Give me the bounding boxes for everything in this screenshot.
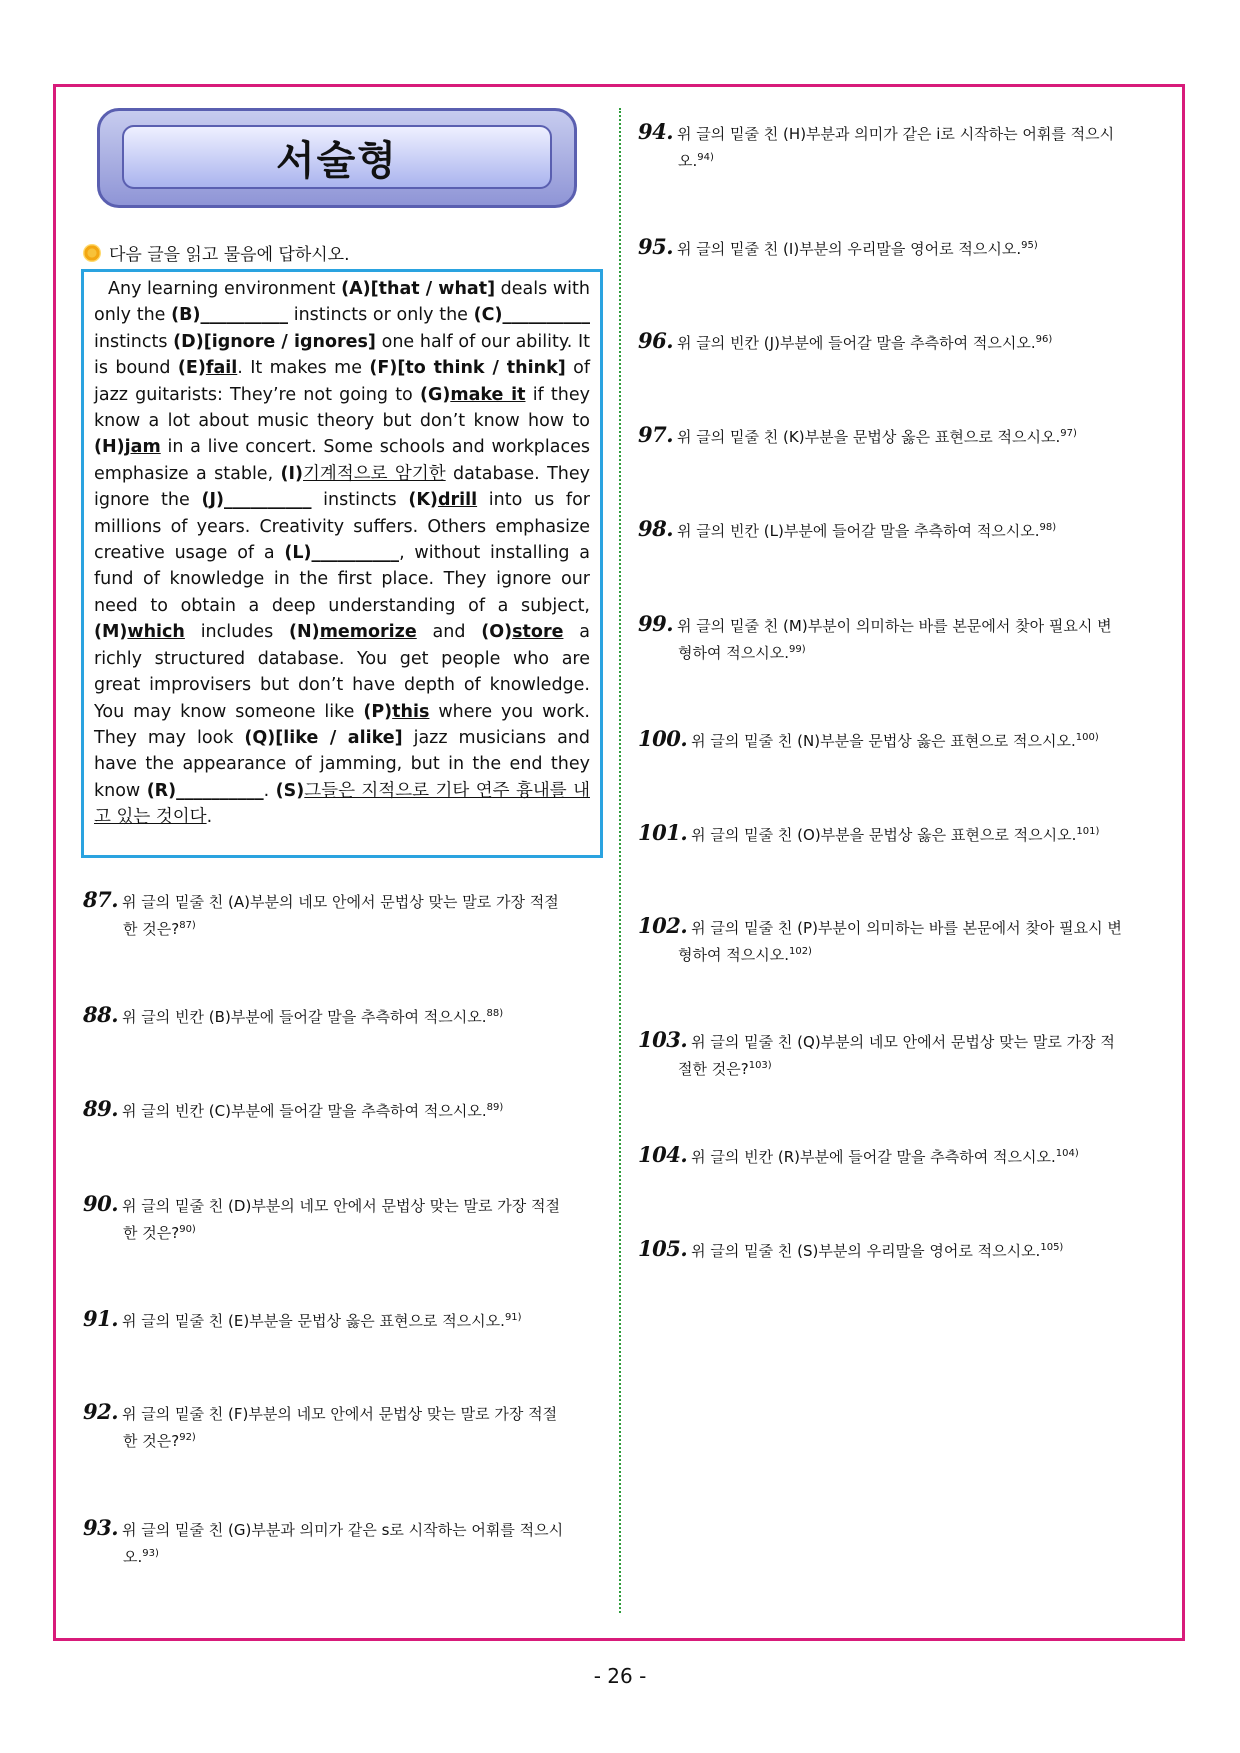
passage-segment: . It makes me — [237, 358, 370, 379]
question-text-continued-part: 오. — [678, 152, 698, 170]
footnote-ref: 91) — [504, 1312, 522, 1323]
column-divider — [619, 108, 621, 1613]
question-item — [83, 888, 607, 941]
question-text: 위 글의 밑줄 친 (M)부분이 의미하는 바를 본문에서 찾아 필요시 변 — [677, 617, 1112, 635]
passage-segment: (H) — [94, 437, 125, 458]
footnote-ref: 102) — [788, 946, 812, 957]
question-text-continued — [638, 638, 1166, 665]
question-number: 101. — [638, 820, 688, 845]
question-item — [638, 328, 1166, 355]
question-text: 위 글의 빈칸 (R)부분에 들어갈 말을 추측하여 적으시오. — [691, 1148, 1056, 1166]
footnote-ref: 100) — [1075, 732, 1099, 743]
footnote-ref: 103) — [748, 1060, 772, 1071]
question-text: 위 글의 밑줄 친 (D)부분의 네모 안에서 문법상 맞는 말로 가장 적절 — [122, 1197, 561, 1215]
question-text: 위 글의 밑줄 친 (P)부분이 의미하는 바를 본문에서 찾아 필요시 변 — [691, 919, 1122, 937]
passage-segment: . — [263, 780, 276, 801]
reading-passage — [81, 269, 603, 858]
passage-segment: which — [127, 622, 185, 643]
passage-segment: (M) — [94, 622, 128, 643]
passage-segment: (S) — [275, 780, 305, 801]
question-item — [638, 120, 1166, 173]
footnote-ref: 88) — [486, 1008, 504, 1019]
passage-segment: (A)[that / what] — [341, 279, 496, 299]
passage-segment: (J)__________ — [201, 490, 312, 511]
question-number: 90. — [83, 1191, 119, 1216]
passage-segment: database. They ignore the — [94, 463, 590, 511]
question-text-continued-part: 절한 것은? — [678, 1060, 749, 1078]
question-text: 위 글의 빈칸 (B)부분에 들어갈 말을 추측하여 적으시오. — [122, 1008, 487, 1026]
passage-segment: drill — [437, 490, 478, 511]
question-text-continued — [638, 146, 1166, 173]
passage-segment: (N) — [289, 622, 320, 643]
question-text: 위 글의 밑줄 친 (Q)부분의 네모 안에서 문법상 맞는 말로 가장 적 — [691, 1033, 1115, 1051]
question-text: 위 글의 밑줄 친 (H)부분과 의미가 같은 i로 시작하는 어휘를 적으시 — [677, 125, 1115, 143]
question-number: 97. — [638, 422, 674, 447]
question-text: 위 글의 밑줄 친 (I)부분의 우리말을 영어로 적으시오. — [677, 240, 1022, 258]
question-item — [638, 1236, 1166, 1263]
question-text: 위 글의 빈칸 (C)부분에 들어갈 말을 추측하여 적으시오. — [122, 1102, 487, 1120]
passage-segment: memorize — [319, 622, 417, 643]
footnote-ref: 98) — [1039, 522, 1057, 533]
question-text: 위 글의 밑줄 친 (F)부분의 네모 안에서 문법상 맞는 말로 가장 적절 — [122, 1405, 558, 1423]
passage-segment: (G) — [419, 384, 451, 405]
passage-segment: , without installing a fund of knowledge in the first place. They ignore our need to obtain a deep understanding of a subject, — [94, 543, 590, 616]
question-item — [83, 1002, 607, 1029]
passage-segment: a richly structured database. You get people who are great improvisers but don’t have depth of knowledge. You may know someone like — [94, 622, 590, 722]
passage-segment: (F)[to think / think] — [369, 358, 566, 379]
footnote-ref: 87) — [179, 920, 196, 931]
question-number: 100. — [638, 726, 688, 751]
question-number: 93. — [83, 1515, 119, 1540]
question-number: 95. — [638, 234, 674, 259]
question-item — [638, 516, 1166, 543]
question-item — [638, 422, 1166, 449]
question-text-continued-part: 형하여 적으시오. — [678, 644, 789, 662]
question-item — [638, 726, 1166, 753]
passage-segment: (O) — [481, 622, 513, 643]
passage-segment: . — [206, 807, 213, 828]
question-text-continued — [83, 914, 607, 941]
question-item — [83, 1096, 607, 1123]
passage-segment: of jazz guitarists: They’re not going to — [94, 358, 590, 405]
footnote-ref: 90) — [179, 1224, 196, 1235]
section-title: 서술형 — [276, 137, 398, 184]
question-text-continued — [638, 1054, 1166, 1081]
footnote-ref: 101) — [1076, 826, 1100, 837]
question-text: 위 글의 빈칸 (L)부분에 들어갈 말을 추측하여 적으시오. — [677, 522, 1040, 540]
footnote-ref: 104) — [1055, 1148, 1079, 1159]
passage-segment: 그들은 지적으로 기타 연주 흉내를 내고 있는 것이다 — [94, 780, 590, 828]
passage-segment: (B)__________ — [171, 305, 288, 326]
question-number: 88. — [83, 1002, 119, 1027]
passage-segment: make it — [450, 384, 526, 405]
footnote-ref: 96) — [1035, 334, 1053, 345]
question-text: 위 글의 밑줄 친 (O)부분을 문법상 옳은 표현으로 적으시오. — [691, 826, 1077, 844]
footnote-ref: 99) — [788, 644, 806, 655]
passage-segment: jam — [124, 437, 161, 458]
question-number: 91. — [83, 1306, 119, 1331]
question-item — [638, 612, 1166, 665]
question-text: 위 글의 빈칸 (J)부분에 들어갈 말을 추측하여 적으시오. — [677, 334, 1036, 352]
passage-segment: jazz musicians and have the appearance of jamming, but in the end they know — [94, 727, 590, 801]
question-number: 104. — [638, 1142, 688, 1167]
passage-segment: if they know a lot about music theory but don’t know how to — [94, 384, 590, 432]
question-number: 103. — [638, 1027, 688, 1052]
question-text-continued-part: 한 것은? — [123, 920, 180, 938]
passage-segment: Any learning environment — [108, 279, 342, 299]
question-number: 92. — [83, 1399, 119, 1424]
passage-segment: in a live concert. Some schools and workplaces emphasize a stable, — [94, 437, 590, 484]
question-text: 위 글의 밑줄 친 (N)부분을 문법상 옳은 표현으로 적으시오. — [691, 732, 1076, 750]
question-text: 위 글의 밑줄 친 (S)부분의 우리말을 영어로 적으시오. — [691, 1242, 1041, 1260]
title-banner-inner — [122, 125, 552, 189]
question-text: 위 글의 밑줄 친 (E)부분을 문법상 옳은 표현으로 적으시오. — [122, 1312, 505, 1330]
footnote-ref: 94) — [697, 152, 714, 163]
passage-segment: (Q)[like / alike] — [244, 727, 403, 748]
passage-segment: instincts — [311, 490, 409, 511]
passage-segment: (R)__________ — [146, 780, 264, 801]
question-text-continued-part: 한 것은? — [123, 1224, 180, 1242]
question-item — [638, 234, 1166, 261]
footnote-ref: 89) — [486, 1102, 504, 1113]
page-number: - 26 - — [593, 1664, 647, 1688]
instruction — [83, 240, 350, 265]
question-text-continued-part: 오. — [123, 1548, 143, 1566]
footnote-ref: 92) — [179, 1432, 196, 1443]
question-item — [83, 1400, 607, 1453]
question-text-continued — [83, 1542, 607, 1569]
passage-segment: (E) — [177, 358, 206, 379]
passage-segment: (K) — [408, 490, 438, 511]
passage-segment: includes — [184, 622, 290, 643]
passage-segment: deals with only the — [94, 279, 590, 326]
footnote-ref: 97) — [1060, 428, 1077, 439]
question-text: 위 글의 밑줄 친 (G)부분과 의미가 같은 s로 시작하는 어휘를 적으시 — [122, 1521, 564, 1539]
question-text: 위 글의 밑줄 친 (K)부분을 문법상 옳은 표현으로 적으시오. — [677, 428, 1061, 446]
passage-segment: one half of our ability. It is bound — [94, 331, 590, 379]
question-text-continued — [83, 1218, 607, 1245]
passage-segment: (P) — [363, 701, 393, 722]
question-item — [83, 1306, 607, 1333]
passage-segment: into us for millions of years. Creativity suffers. Others emphasize creative usage of a — [94, 490, 590, 564]
question-text-continued-part: 한 것은? — [123, 1432, 180, 1450]
passage-segment: 기계적으로 암기한 — [303, 463, 446, 484]
title-banner — [97, 108, 577, 208]
passage-segment: and — [416, 622, 482, 643]
passage-segment: (I) — [280, 463, 304, 484]
passage-segment: instincts or only the — [288, 305, 474, 326]
question-number: 87. — [83, 887, 119, 912]
question-text-continued-part: 형하여 적으시오. — [678, 946, 789, 964]
footnote-ref: 93) — [142, 1548, 159, 1559]
question-number: 98. — [638, 516, 674, 541]
passage-segment: this — [392, 701, 430, 722]
question-item — [638, 914, 1166, 967]
passage-segment: where you work. They may look — [94, 701, 590, 748]
question-item — [83, 1192, 607, 1245]
instruction-text: 다음 글을 읽고 물음에 답하시오. — [109, 245, 350, 265]
question-item — [83, 1516, 607, 1569]
question-number: 89. — [83, 1096, 119, 1121]
passage-segment: instincts — [94, 331, 174, 352]
question-item — [638, 820, 1166, 847]
question-number: 99. — [638, 611, 674, 636]
question-item — [638, 1028, 1166, 1081]
question-text-continued — [83, 1426, 607, 1453]
question-text-continued — [638, 940, 1166, 967]
question-number: 94. — [638, 119, 674, 144]
question-item — [638, 1142, 1166, 1169]
flower-icon — [83, 244, 101, 262]
passage-text — [94, 276, 590, 831]
passage-segment: fail — [205, 358, 238, 379]
passage-segment: (D)[ignore / ignores] — [173, 331, 376, 352]
question-number: 102. — [638, 913, 688, 938]
question-number: 105. — [638, 1236, 688, 1261]
passage-segment: (L)__________ — [284, 543, 400, 564]
footnote-ref: 95) — [1021, 240, 1038, 251]
passage-segment: (C)__________ — [473, 305, 590, 326]
footnote-ref: 105) — [1040, 1242, 1064, 1253]
question-number: 96. — [638, 328, 674, 353]
passage-segment: store — [512, 622, 564, 643]
question-text: 위 글의 밑줄 친 (A)부분의 네모 안에서 문법상 맞는 말로 가장 적절 — [122, 893, 559, 911]
